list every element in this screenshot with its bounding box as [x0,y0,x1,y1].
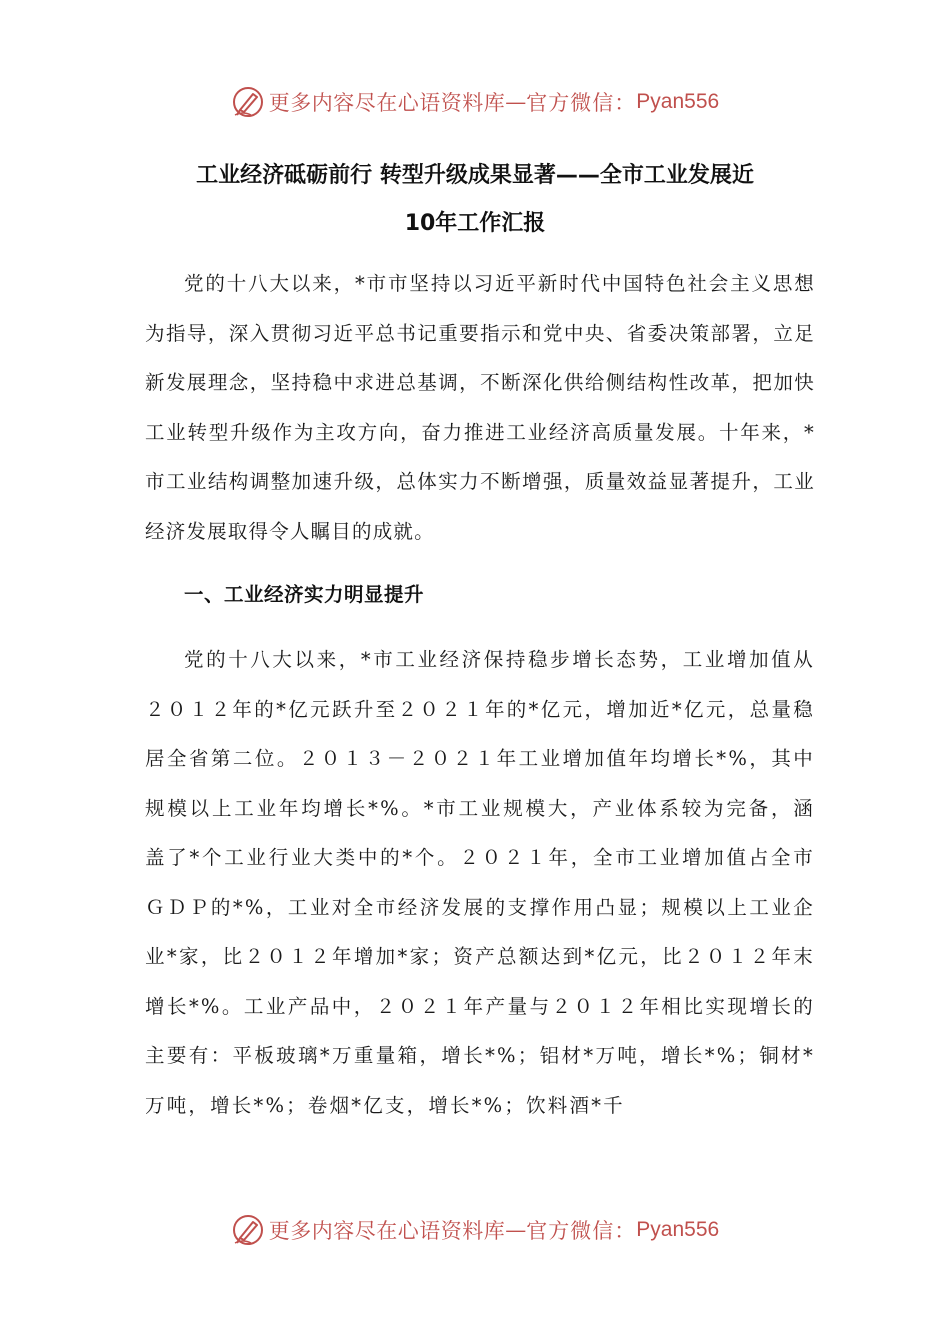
header-banner [0,82,950,122]
banner-wechat-label: 官方微信： [526,1219,637,1243]
paragraph-section1: 党的十八大以来，*市工业经济保持稳步增长态势，工业增加值从２０１２年的*亿元跃升至２０２１年的*亿元，增加近*亿元，总量稳居全省第二位。２０１３－２０２１年工业增加值年均增长*%，其中规模以上工业年均增长*%。*市工业规模大，产业体系较为完备，涵盖了*个工业行业大类中的*个。２０２１年，全市工业增加值占全市ＧＤＰ的*%，工业对全市经济发展的支撑作用凸显；规模以上工业企业*家，比２０１２年增加*家；资产总额达到*亿元，比２０１２年末增长*%。工业产品中，２０２１年产量与２０１２年相比实现增长的主要有：平板玻璃*万重量箱，增长*%；铝材*万吨，增长*%；铜材*万吨，增长*%；卷烟*亿支，增长*%；饮料酒*千 [145,648,815,1117]
section-heading: 一、工业经济实力明显提升 [184,583,425,606]
banner-wechat-id: Pyan556 [636,90,720,113]
paragraph-intro: 党的十八大以来，*市市坚持以习近平新时代中国特色社会主义思想为指导，深入贯彻习近平总书记重要指示和党中央、省委决策部署，立足新发展理念，坚持稳中求进总基调，不断深化供给侧结构性改革，把加快工业转型升级作为主攻方向，奋力推进工业经济高质量发展。十年来，*市工业结构调整加速升级，总体实力不断增强，质量效益显著提升，工业经济发展取得令人瞩目的成就。 [145,272,815,543]
banner-wechat-id: Pyan556 [636,1218,720,1241]
banner-text: 更多内容尽在心语资料库 [268,1219,506,1243]
banner-text: 更多内容尽在心语资料库 [268,91,506,115]
document-title-line1: 工业经济砥砺前行 转型升级成果显著——全市工业发展近 [196,163,754,188]
pen-nib-icon [231,85,265,119]
banner-wechat-label: 官方微信： [526,91,637,115]
banner-separator: — [505,90,527,114]
footer-banner [0,1210,950,1250]
document-title-line2: 10年工作汇报 [404,211,546,236]
pen-nib-icon [231,1213,265,1247]
banner-separator: — [505,1218,527,1242]
